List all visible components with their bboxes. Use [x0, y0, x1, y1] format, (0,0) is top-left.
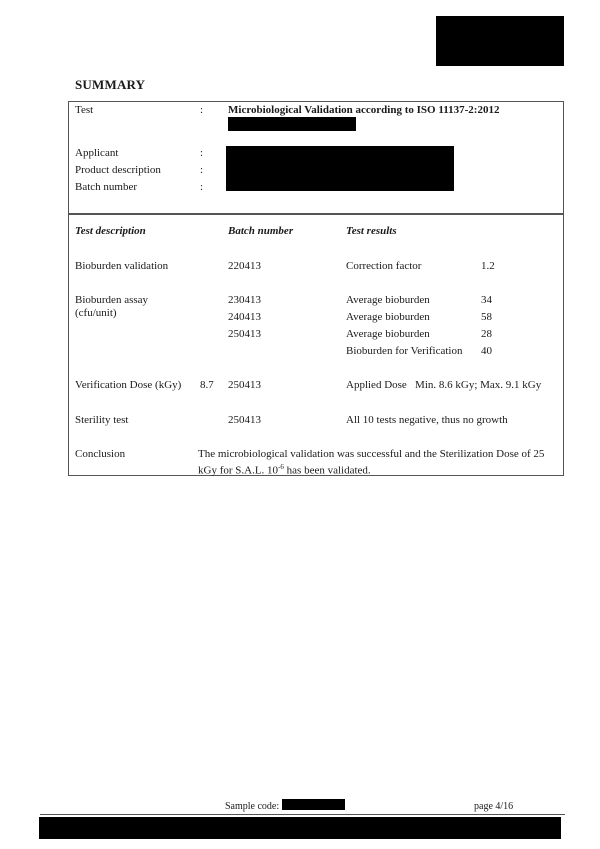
footer-sample-code-label: Sample code:: [225, 801, 280, 812]
row-bioburden-assay-label: Bioburden assay: [75, 294, 149, 306]
assay-result-value: 34: [481, 294, 492, 306]
assay-batch: 230413: [228, 294, 261, 306]
applicant-label: Applicant: [75, 147, 119, 159]
row-bioburden-validation-label: Bioburden validation: [75, 260, 169, 272]
assay-result-value: 58: [481, 311, 492, 323]
assay-result-label: Average bioburden: [346, 328, 430, 340]
row-sterility-test-label: Sterility test: [75, 414, 129, 426]
product-colon: :: [200, 164, 204, 176]
redaction-footer-bar: [39, 817, 561, 839]
row-sterility-test-result: All 10 tests negative, thus no growth: [346, 414, 508, 426]
row-verification-dose-value: 8.7: [200, 379, 214, 391]
test-label: Test: [75, 104, 94, 116]
row-verification-dose-batch: 250413: [228, 379, 261, 391]
footer-page-number: page 4/16: [474, 801, 514, 812]
row-sterility-test-batch: 250413: [228, 414, 261, 426]
redaction-applicant-block: [226, 146, 454, 191]
redaction-top-right: [436, 16, 564, 66]
row-conclusion-label: Conclusion: [75, 448, 126, 460]
footer-divider: [40, 814, 565, 815]
conclusion-text-part2: has been validated.: [283, 464, 371, 477]
assay-batch: 250413: [228, 328, 261, 340]
col-test-description: Test description: [75, 225, 146, 237]
applicant-colon: :: [200, 147, 204, 159]
redaction-sample-code: [282, 799, 345, 810]
row-bioburden-validation-batch: 220413: [228, 260, 261, 272]
product-label: Product description: [75, 164, 161, 176]
row-verification-dose-result: Applied Dose Min. 8.6 kGy; Max. 9.1 kGy: [346, 379, 542, 391]
assay-result-value: 28: [481, 328, 492, 340]
assay-result-label: Bioburden for Verification: [346, 345, 463, 357]
test-value: Microbiological Validation according to ISO 11137-2:2012: [228, 104, 500, 116]
conclusion-text-part1: The microbiological validation was successful and the Sterilization Dose of 25 kGy for S.A.L. 10: [198, 448, 545, 477]
row-conclusion-text: [198, 448, 556, 478]
summary-heading: SUMMARY: [75, 77, 146, 92]
assay-result-value: 40: [481, 345, 492, 357]
batch-label: Batch number: [75, 181, 138, 193]
row-bioburden-assay-unit: (cfu/unit): [75, 307, 117, 319]
assay-batch: 240413: [228, 311, 261, 323]
row-verification-dose-label: Verification Dose (kGy): [75, 379, 182, 391]
row-bioburden-validation-result-value: 1.2: [481, 260, 495, 272]
redaction-test-line2: [228, 117, 356, 131]
assay-result-label: Average bioburden: [346, 294, 430, 306]
row-bioburden-validation-result-label: Correction factor: [346, 260, 422, 272]
col-batch-number: Batch number: [228, 225, 294, 237]
conclusion-text-superscript: -6: [278, 463, 284, 471]
test-colon: :: [200, 104, 204, 116]
batch-colon: :: [200, 181, 204, 193]
col-test-results: Test results: [346, 225, 397, 237]
assay-result-label: Average bioburden: [346, 311, 430, 323]
